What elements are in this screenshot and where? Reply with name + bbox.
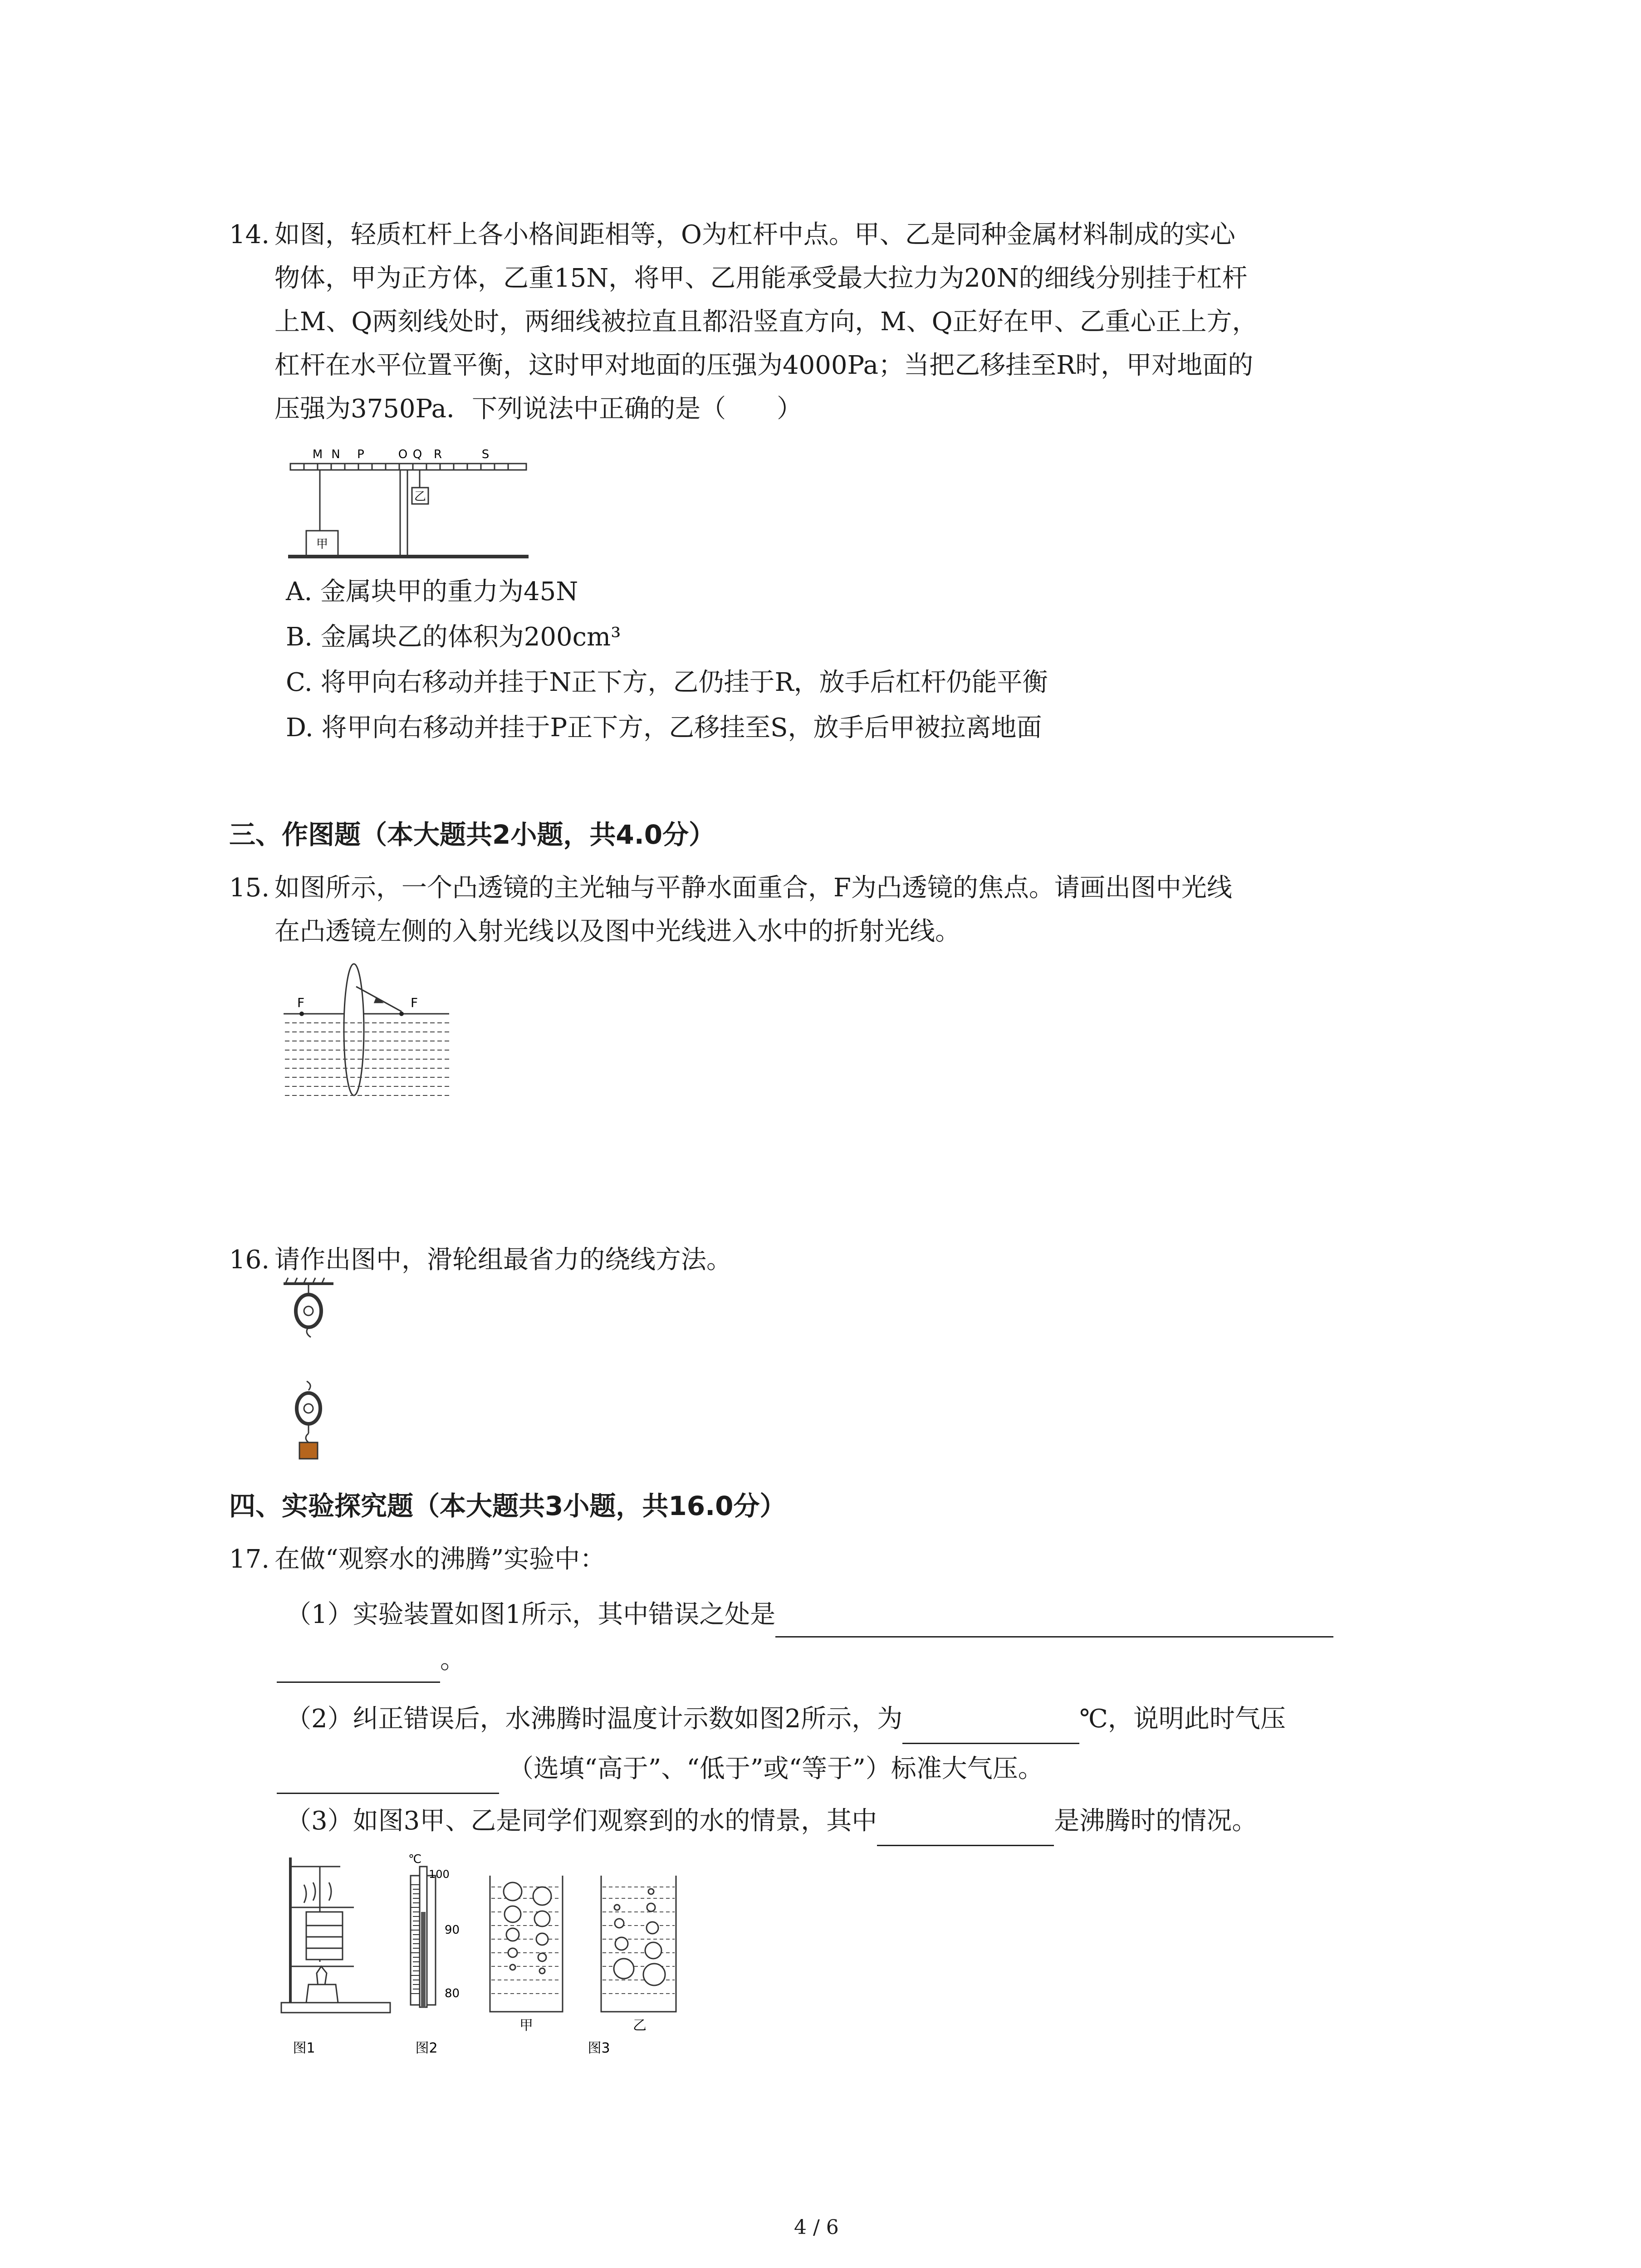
question-number: 17. bbox=[229, 1545, 270, 1574]
question-text-line: 压强为3750Pa．下列说法中正确的是（ ） bbox=[274, 394, 803, 424]
question-intro: 在做“观察水的沸腾”实验中： bbox=[274, 1545, 606, 1574]
question-text-line: 杠杆在水平位置平衡，这时甲对地面的压强为4000Pa；当把乙移挂至R时，甲对地面的 bbox=[274, 351, 1254, 380]
thermometer-unit: ℃ bbox=[408, 1853, 422, 1866]
question-15 bbox=[229, 866, 1454, 953]
part-1-text: （1）实验装置如图1所示，其中错误之处是 bbox=[286, 1600, 776, 1629]
beaker-yi-label: 乙 bbox=[633, 2018, 647, 2033]
lever-label-P: P bbox=[357, 448, 364, 461]
block-jia-label: 甲 bbox=[316, 538, 328, 551]
section-heading-experiment: 四、实验探究题（本大题共3小题，共16.0分） bbox=[229, 1491, 786, 1521]
question-17-part-3 bbox=[286, 1796, 1257, 1846]
question-number: 15. bbox=[229, 873, 270, 903]
lever-label-S: S bbox=[481, 448, 490, 461]
question-14 bbox=[229, 213, 1454, 431]
option-b: B. 金属块乙的体积为200cm³ bbox=[286, 622, 621, 652]
part-2-text-b: ℃，说明此时气压 bbox=[1079, 1704, 1286, 1734]
block-yi-label: 乙 bbox=[414, 490, 426, 503]
beaker-jia-label: 甲 bbox=[519, 2018, 533, 2033]
pulley-figure bbox=[277, 1277, 340, 1481]
question-text-line: 在凸透镜左侧的入射光线以及图中光线进入水中的折射光线。 bbox=[274, 917, 960, 946]
lever-figure bbox=[281, 440, 535, 567]
answer-blank-1a[interactable] bbox=[775, 1606, 1333, 1637]
question-text-line: 如图所示，一个凸透镜的主光轴与平静水面重合，F为凸透镜的焦点。请画出图中光线 bbox=[274, 873, 1232, 903]
lever-label-O: O bbox=[398, 448, 408, 461]
option-d: D. 将甲向右移动并挂于P正下方，乙移挂至S，放手后甲被拉离地面 bbox=[286, 713, 1042, 743]
question-17 bbox=[229, 1538, 1477, 1581]
page-number: 4 / 6 bbox=[794, 2216, 839, 2239]
answer-blank-2a[interactable] bbox=[902, 1713, 1079, 1744]
part-2-text-a: （2）纠正错误后，水沸腾时温度计示数如图2所示，为 bbox=[286, 1704, 903, 1734]
question-number: 16. bbox=[229, 1245, 270, 1275]
focus-left-label: F bbox=[297, 995, 305, 1010]
figure-2-caption: 图2 bbox=[415, 2040, 438, 2056]
answer-blank-1b[interactable] bbox=[277, 1652, 440, 1683]
question-text-line: 上M、Q两刻线处时，两细线被拉直且都沿竖直方向，M、Q正好在甲、乙重心正上方， bbox=[274, 307, 1258, 337]
answer-blank-2b[interactable] bbox=[277, 1763, 499, 1794]
focus-right-label: F bbox=[411, 995, 418, 1010]
figure-1-caption: 图1 bbox=[293, 2040, 315, 2056]
question-17-part-1 bbox=[286, 1592, 1333, 1683]
answer-blank-3[interactable] bbox=[877, 1815, 1054, 1846]
question-number: 14. bbox=[229, 220, 270, 249]
question-16 bbox=[229, 1238, 1454, 1282]
question-text-line: 请作出图中，滑轮组最省力的绕线方法。 bbox=[274, 1245, 732, 1275]
lever-label-N: N bbox=[331, 448, 340, 461]
question-17-part-2 bbox=[286, 1694, 1286, 1794]
part-2-text-c: （选填“高于”、“低于”或“等于”）标准大气压。 bbox=[508, 1754, 1043, 1784]
figure-3-caption: 图3 bbox=[588, 2040, 610, 2056]
part-3-text-b: 是沸腾时的情况。 bbox=[1054, 1806, 1258, 1836]
thermometer-tick-80: 80 bbox=[445, 1987, 460, 2000]
thermometer-tick-100: 100 bbox=[429, 1868, 450, 1881]
option-a: A. 金属块甲的重力为45N bbox=[286, 577, 578, 606]
section-heading-drawing: 三、作图题（本大题共2小题，共4.0分） bbox=[229, 819, 715, 850]
option-c: C. 将甲向右移动并挂于N正下方，乙仍挂于R，放手后杠杆仍能平衡 bbox=[286, 668, 1048, 697]
boiling-experiment-figures bbox=[277, 1848, 721, 2057]
lens-water-figure bbox=[281, 962, 463, 1107]
part-3-text-a: （3）如图3甲、乙是同学们观察到的水的情景，其中 bbox=[286, 1806, 877, 1836]
question-14-options bbox=[286, 569, 1048, 751]
lever-label-M: M bbox=[312, 448, 323, 461]
question-text-line: 如图，轻质杠杆上各小格间距相等，O为杠杆中点。甲、乙是同种金属材料制成的实心 bbox=[274, 220, 1235, 249]
question-text-line: 物体，甲为正方体，乙重15N，将甲、乙用能承受最大拉力为20N的细线分别挂于杠杆 bbox=[274, 264, 1248, 293]
part-1-end: 。 bbox=[440, 1645, 465, 1675]
lever-label-Q: Q bbox=[412, 448, 422, 461]
lever-label-R: R bbox=[433, 448, 442, 461]
thermometer-tick-90: 90 bbox=[445, 1923, 460, 1937]
